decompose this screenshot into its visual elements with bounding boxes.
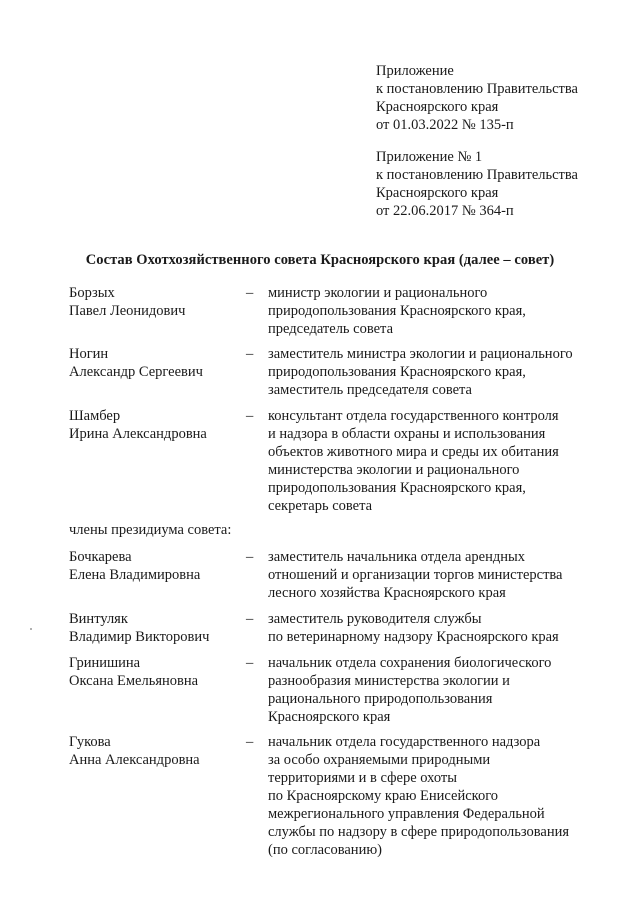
member-name [69, 345, 249, 381]
role-line: рационального природопользования [268, 691, 493, 707]
dash-separator: – [246, 734, 254, 750]
appendix-line: Приложение № 1 [376, 149, 483, 165]
dash-separator: – [246, 408, 254, 424]
member-given-names: Владимир Викторович [69, 629, 210, 645]
role-line: природопользования Красноярского края, [268, 480, 526, 496]
dash-separator: – [246, 655, 254, 671]
appendix-line: к постановлению Правительства [376, 81, 578, 97]
member-given-names: Анна Александровна [69, 752, 200, 768]
appendix-line: от 01.03.2022 № 135-п [376, 117, 514, 133]
member-given-names: Александр Сергеевич [69, 364, 203, 380]
dash-separator: – [246, 611, 254, 627]
role-line: заместитель председателя совета [268, 382, 472, 398]
role-line: межрегионального управления Федеральной [268, 806, 545, 822]
role-line: лесного хозяйства Красноярского края [268, 585, 506, 601]
member-name [69, 407, 249, 443]
member-given-names: Елена Владимировна [69, 567, 201, 583]
role-line: объектов животного мира и среды их обитания [268, 444, 559, 460]
dash-separator: – [246, 285, 254, 301]
member-surname: Бочкарева [69, 549, 132, 565]
role-line: заместитель начальника отдела арендных [268, 549, 525, 565]
role-line: по Красноярскому краю Енисейского [268, 788, 499, 804]
appendix-line: от 22.06.2017 № 364-п [376, 203, 514, 219]
role-line: начальник отдела государственного надзора [268, 734, 541, 750]
document-title: Состав Охотхозяйственного совета Красноярского края (далее – совет) [85, 252, 555, 268]
member-role [268, 733, 598, 859]
member-given-names: Ирина Александровна [69, 426, 207, 442]
dash-separator: – [246, 549, 254, 565]
role-line: территориями и в сфере охоты [268, 770, 458, 786]
appendix-line: Красноярского края [376, 99, 499, 115]
scan-speck [30, 628, 32, 630]
role-line: консультант отдела государственного контроля [268, 408, 559, 424]
member-surname: Ногин [69, 346, 109, 362]
member-role [268, 284, 598, 338]
role-line: министр экологии и рационального [268, 285, 488, 301]
role-line: и надзора в области охраны и использования [268, 426, 546, 442]
appendix-line: к постановлению Правительства [376, 167, 578, 183]
role-line: председатель совета [268, 321, 394, 337]
member-surname: Винтуляк [69, 611, 128, 627]
role-line: секретарь совета [268, 498, 373, 514]
appendix-line: Красноярского края [376, 185, 499, 201]
member-name [69, 284, 249, 320]
dash-separator: – [246, 346, 254, 362]
role-line: начальник отдела сохранения биологического [268, 655, 552, 671]
member-role [268, 548, 598, 602]
member-surname: Гукова [69, 734, 111, 750]
member-role [268, 345, 598, 399]
member-name [69, 733, 249, 769]
role-line: министерства экологии и рационального [268, 462, 520, 478]
member-name [69, 610, 249, 646]
role-line: заместитель руководителя службы [268, 611, 482, 627]
appendix-line: Приложение [376, 63, 454, 79]
role-line: Красноярского края [268, 709, 391, 725]
role-line: разнообразия министерства экологии и [268, 673, 510, 689]
role-line: по ветеринарному надзору Красноярского края [268, 629, 559, 645]
role-line: природопользования Красноярского края, [268, 303, 526, 319]
member-surname: Гринишина [69, 655, 141, 671]
role-line: природопользования Красноярского края, [268, 364, 526, 380]
member-given-names: Павел Леонидович [69, 303, 186, 319]
member-given-names: Оксана Емельяновна [69, 673, 199, 689]
role-line: заместитель министра экологии и рационального [268, 346, 573, 362]
member-surname: Борзых [69, 285, 115, 301]
role-line: отношений и организации торгов министерства [268, 567, 563, 583]
role-line: за особо охраняемыми природными [268, 752, 491, 768]
role-line: (по согласованию) [268, 842, 382, 858]
member-role [268, 407, 598, 515]
member-role [268, 654, 598, 726]
member-role [268, 610, 598, 646]
role-line: службы по надзору в сфере природопользования [268, 824, 570, 840]
member-name [69, 654, 249, 690]
presidium-heading: члены президиума совета: [69, 522, 232, 538]
member-name [69, 548, 249, 584]
member-surname: Шамбер [69, 408, 121, 424]
